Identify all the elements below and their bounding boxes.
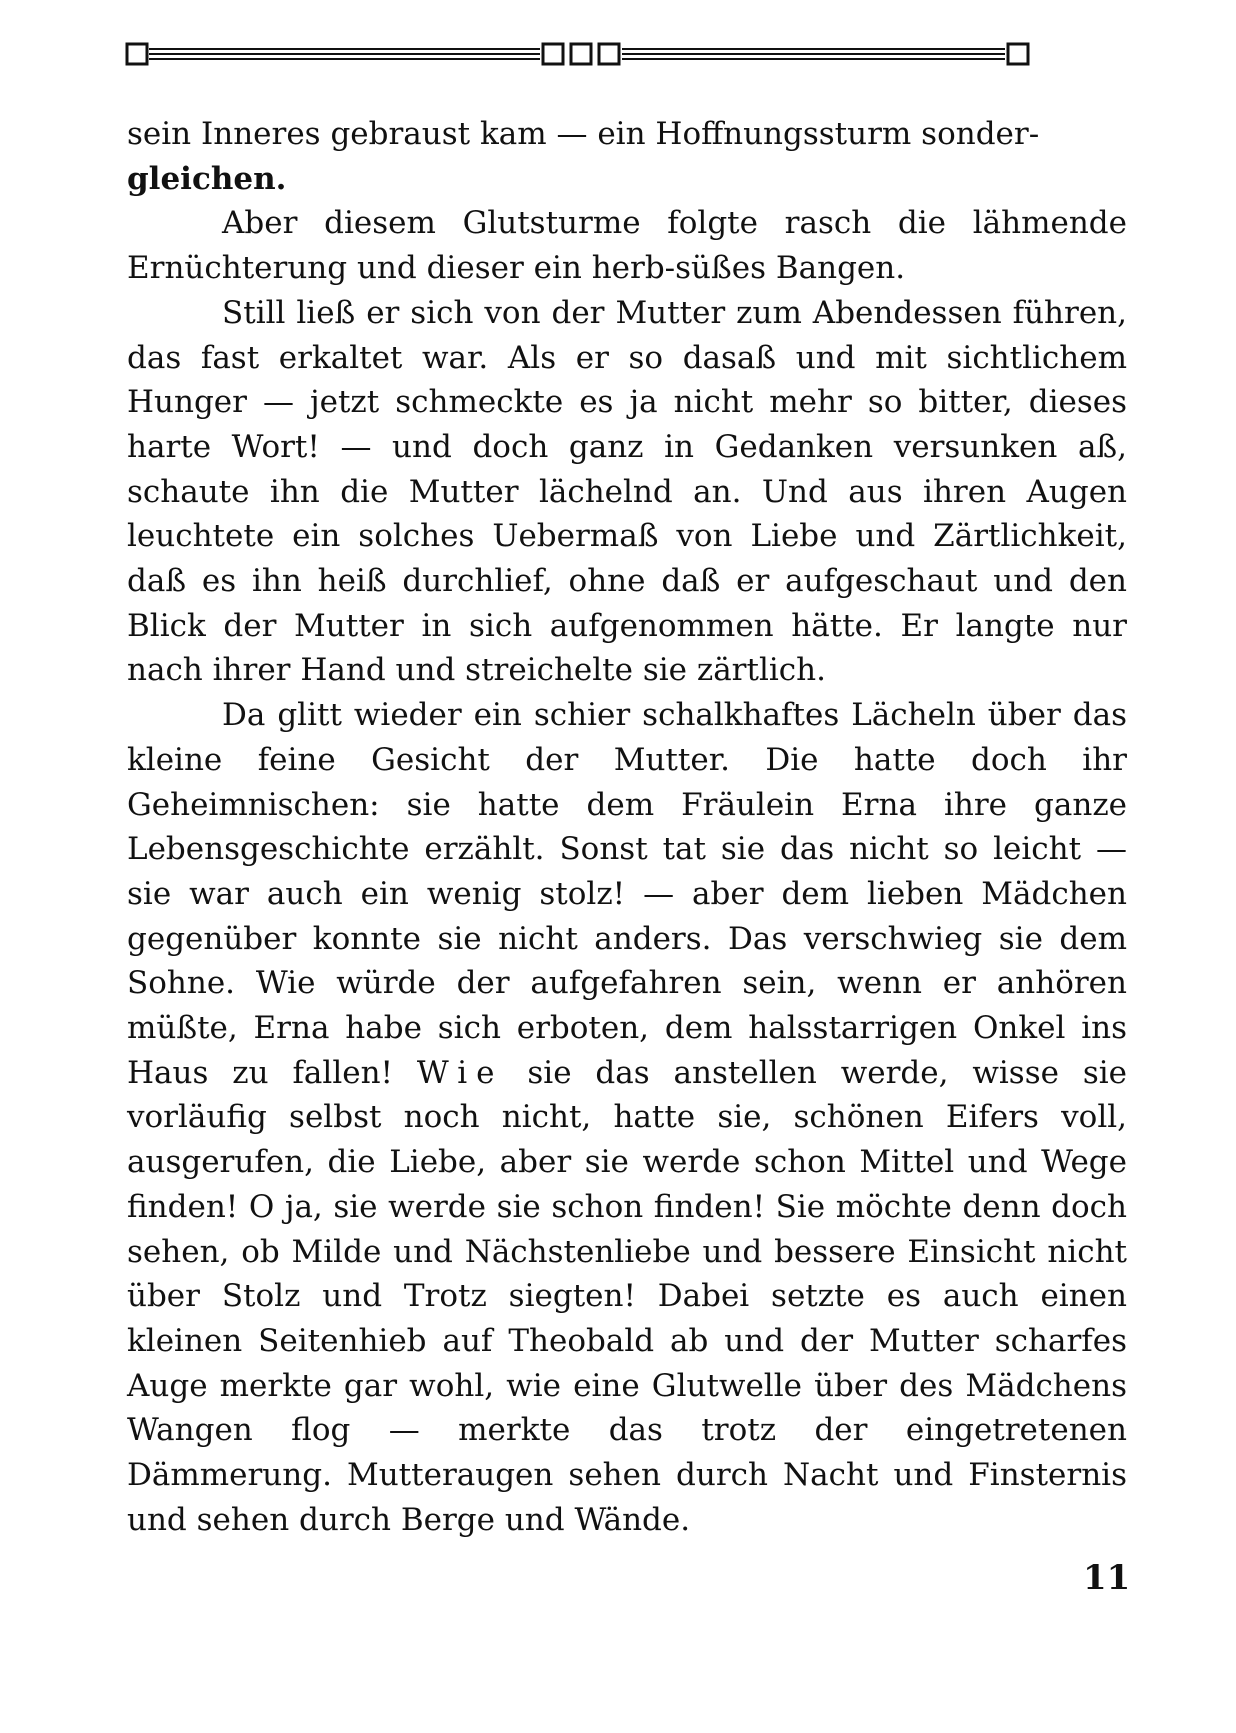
paragraph-4-part-2: sie das anstellen werde, wisse sie vorläufig selbst noch nicht, hatte sie, schönen Eifers voll, ausgerufen, die Liebe, aber sie werde schon Mittel und Wege finden! O ja, sie werde sie schon finden! Sie möchte denn doch sehen, ob Milde und Nächstenliebe und bessere Einsicht nicht über Stolz und Trotz siegten! Dabei setzte es auch einen kleinen Seitenhieb auf Theobald ab und der Mutter scharfes Auge merkte gar wohl, wie eine Glutwelle über des Mädchens Wangen flog — merkte das trotz der eingetretenen Dämmerung. Mutteraugen sehen durch Nacht und Finsternis und sehen durch Berge und Wände.: [127, 1054, 1128, 1538]
page-body-text: [127, 112, 1127, 1543]
page-number: 11: [1083, 1558, 1131, 1598]
paragraph-1-line-1: sein Inneres gebraust kam — ein Hoffnungssturm sonder-: [127, 116, 1040, 152]
paragraph-2: Aber diesem Glutsturme folgte rasch die lähmende Ernüchterung und dieser ein herb-süßes Bangen.: [127, 205, 1127, 287]
header-ornament: [125, 38, 1130, 78]
paragraph-4-part-1: Da glitt wieder ein schier schalkhaftes Lächeln über das kleine feine Gesicht der Mutter. Die hatte doch ihr Geheimnischen: sie hatte dem Fräulein Erna ihre ganze Lebensgeschichte erzählt. Sonst tat sie das nicht so leicht — sie war auch ein wenig stolz! — aber dem lieben Mädchen gegenüber konnte sie nicht anders. Das verschwieg sie dem Sohne. Wie würde der aufgefahren sein, wenn er anhören müßte, Erna habe sich erboten, dem halsstarrigen Onkel ins Haus zu fallen!: [127, 697, 1127, 1091]
paragraph-4-spaced-word: Wie: [416, 1054, 504, 1091]
paragraph-1-line-2: gleichen.: [127, 160, 287, 197]
paragraph-4: [127, 693, 1127, 1542]
paragraph-3: Still ließ er sich von der Mutter zum Abendessen führen, das fast erkaltet war. Als er so dasaß und mit sichtlichem Hunger — jetzt schmeckte es ja nicht mehr so bitter, dieses harte Wort! — und doch ganz in Gedanken versunken aß, schaute ihn die Mutter lächelnd an. Und aus ihren Augen leuchtete ein solches Uebermaß von Liebe und Zärtlichkeit, daß es ihn heiß durchlief, ohne daß er aufgeschaut und den Blick der Mutter in sich aufgenommen hätte. Er langte nur nach ihrer Hand und streichelte sie zärtlich.: [127, 294, 1127, 689]
paragraph-1: [127, 112, 1127, 201]
